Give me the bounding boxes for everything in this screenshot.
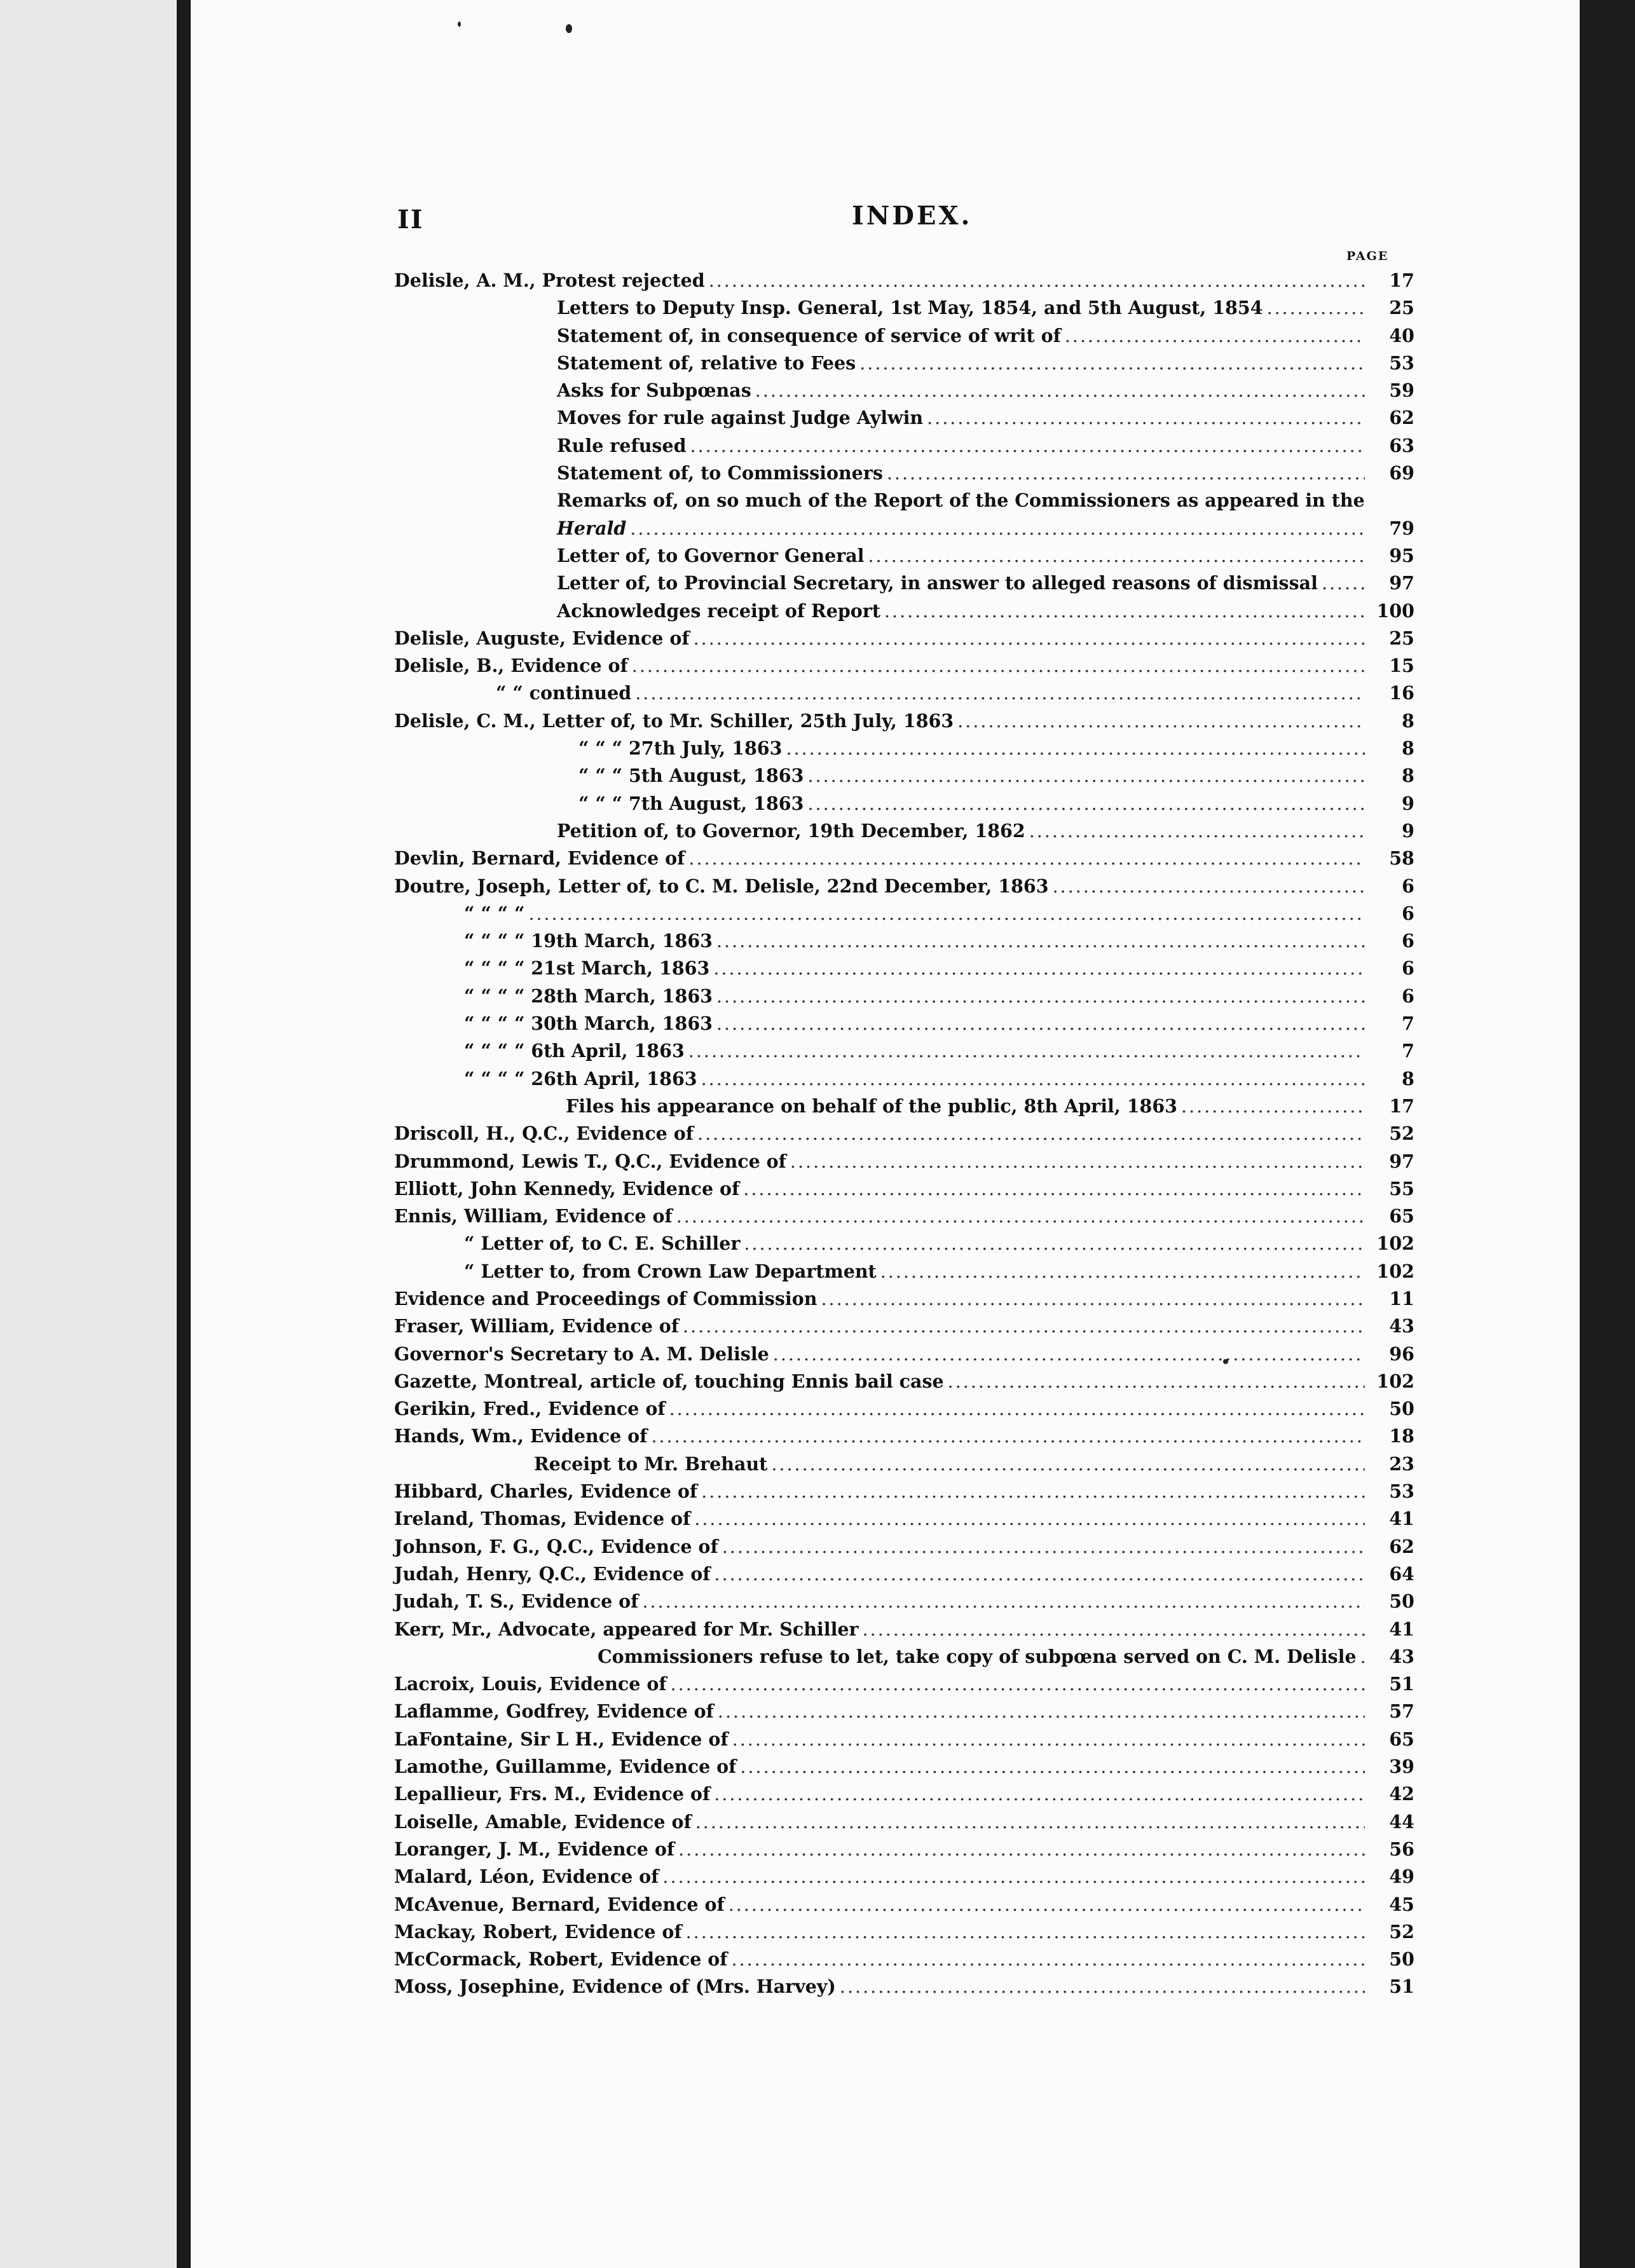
index-entry-page: 9 xyxy=(1402,819,1414,842)
index-entry-page: 52 xyxy=(1389,1920,1414,1943)
index-entry-page: 6 xyxy=(1402,985,1414,1007)
index-entry-text: “ “ “ “ 19th March, 1863 xyxy=(464,930,713,952)
index-entry-page: 17 xyxy=(1389,270,1414,291)
index-entry-text: “ Letter of, to C. E. Schiller xyxy=(464,1233,741,1255)
index-entry xyxy=(394,1918,1414,1946)
index-entry-page: 49 xyxy=(1389,1866,1414,1888)
index-entry-text: Devlin, Bernard, Evidence of xyxy=(394,847,685,870)
index-entry xyxy=(394,1285,1414,1313)
index-entry-text: Judah, Henry, Q.C., Evidence of xyxy=(394,1562,711,1585)
index-entry-text: “ “ “ 27th July, 1863 xyxy=(578,737,783,760)
index-entry xyxy=(394,294,1414,322)
index-entry xyxy=(394,735,1414,762)
index-entry xyxy=(394,350,1414,377)
index-entry xyxy=(394,845,1414,872)
index-entry-page: 17 xyxy=(1389,1095,1414,1117)
dot-leader xyxy=(671,1670,1365,1698)
index-entry-text: “ “ “ 5th August, 1863 xyxy=(578,765,804,787)
dot-leader xyxy=(694,1505,1365,1533)
dot-leader xyxy=(709,267,1365,294)
dot-leader xyxy=(722,1533,1365,1561)
index-entry xyxy=(394,1891,1414,1918)
index-entry-text: Letter of, to Governor General xyxy=(557,544,865,566)
index-entry-page: 57 xyxy=(1389,1700,1414,1723)
index-entry xyxy=(394,1120,1414,1147)
index-entry xyxy=(394,1561,1414,1588)
dot-leader xyxy=(678,1836,1365,1863)
index-entry-text: Gazette, Montreal, article of, touching Ennis bail case xyxy=(394,1370,944,1392)
index-entry xyxy=(394,515,1414,542)
index-entry-page: 25 xyxy=(1389,297,1414,319)
dot-leader xyxy=(790,1148,1365,1175)
index-entry-text: Acknowledges receipt of Report xyxy=(557,599,880,622)
dot-leader xyxy=(755,377,1365,404)
index-entry-text: McAvenue, Bernard, Evidence of xyxy=(394,1893,725,1915)
dot-leader xyxy=(957,707,1365,735)
index-entry xyxy=(394,1478,1414,1505)
index-entry xyxy=(394,404,1414,432)
dot-leader xyxy=(1181,1093,1365,1120)
index-entry-page: 7 xyxy=(1402,1040,1414,1062)
index-entry-text: Letters to Deputy Insp. General, 1st May, 1854, and 5th August, 1854 xyxy=(557,297,1263,319)
index-entry-text: Gerikin, Fred., Evidence of xyxy=(394,1398,666,1420)
index-entry-page: 6 xyxy=(1402,875,1414,897)
dot-leader xyxy=(863,1616,1365,1643)
dot-leader xyxy=(669,1395,1365,1423)
index-entry xyxy=(394,1010,1414,1037)
scan-edge-right xyxy=(1580,0,1635,2268)
index-entry-text: Commissioners refuse to let, take copy of subpœna served on C. M. Delisle xyxy=(598,1645,1357,1667)
index-entry-text: Hands, Wm., Evidence of xyxy=(394,1425,648,1447)
index-entry-page: 58 xyxy=(1389,847,1414,870)
index-entry xyxy=(394,1616,1414,1643)
index-entry xyxy=(394,707,1414,735)
index-entry xyxy=(394,873,1414,900)
index-entry xyxy=(394,377,1414,404)
index-entry-page: 16 xyxy=(1389,682,1414,704)
dot-leader xyxy=(744,1230,1365,1257)
index-entry xyxy=(394,652,1414,680)
index-entry xyxy=(394,1698,1414,1725)
index-entry-page: 50 xyxy=(1389,1590,1414,1613)
index-entry xyxy=(394,460,1414,487)
index-entry-page: 65 xyxy=(1389,1205,1414,1227)
index-entry-page: 52 xyxy=(1389,1123,1414,1145)
index-entry-text: “ “ “ “ 6th April, 1863 xyxy=(464,1040,685,1062)
index-entry-text: “ “ continued xyxy=(496,682,632,704)
index-entry xyxy=(394,1037,1414,1065)
index-entry-page: 8 xyxy=(1402,1067,1414,1090)
dot-leader xyxy=(859,350,1365,377)
dot-leader xyxy=(743,1175,1365,1203)
index-entry xyxy=(394,1505,1414,1533)
index-entry-page: 41 xyxy=(1389,1618,1414,1640)
index-entry-text: Petition of, to Governor, 19th December, 1862 xyxy=(557,819,1025,842)
index-entry xyxy=(394,900,1414,927)
index-entry-text: Statement of, relative to Fees xyxy=(557,352,856,374)
index-entry xyxy=(394,790,1414,817)
index-entry-page: 53 xyxy=(1389,1480,1414,1503)
dot-leader xyxy=(887,460,1365,487)
index-entry-text: Doutre, Joseph, Letter of, to C. M. Delisle, 22nd December, 1863 xyxy=(394,875,1049,897)
index-entry-text: Letter of, to Provincial Secretary, in answer to alleged reasons of dismissal xyxy=(557,572,1318,594)
index-entry-text: Remarks of, on so much of the Report of the Commissioners as appeared in the xyxy=(557,489,1365,512)
dot-leader xyxy=(740,1753,1365,1780)
index-entry xyxy=(394,1588,1414,1615)
dot-leader xyxy=(714,1780,1365,1808)
index-entry-text: Delisle, Auguste, Evidence of xyxy=(394,627,690,649)
index-entry-page: 95 xyxy=(1389,544,1414,566)
dot-leader xyxy=(1053,873,1365,900)
index-entry-page: 100 xyxy=(1376,599,1414,622)
index-entry-text: Asks for Subpœnas xyxy=(557,379,751,402)
dot-leader xyxy=(807,790,1365,817)
index-entry-page: 79 xyxy=(1389,517,1414,539)
dot-leader xyxy=(729,1891,1365,1918)
index-entry-page: 42 xyxy=(1389,1783,1414,1805)
dot-leader xyxy=(701,1065,1365,1093)
index-entry xyxy=(394,542,1414,570)
index-entry-page: 97 xyxy=(1389,572,1414,594)
index-entry-text: “ “ “ “ xyxy=(464,902,525,924)
index-entry-page: 43 xyxy=(1389,1645,1414,1667)
index-entry-page: 102 xyxy=(1376,1260,1414,1282)
dot-leader xyxy=(821,1285,1365,1313)
index-entry xyxy=(394,1533,1414,1561)
dot-leader xyxy=(732,1726,1365,1753)
index-entry xyxy=(394,1203,1414,1230)
index-entry-text: Loiselle, Amable, Evidence of xyxy=(394,1810,692,1833)
index-entry-text: “ Letter to, from Crown Law Department xyxy=(464,1260,877,1282)
index-entry-text: Governor's Secretary to A. M. Delisle xyxy=(394,1342,769,1365)
index-entry-text: Delisle, C. M., Letter of, to Mr. Schiller, 25th July, 1863 xyxy=(394,709,954,732)
index-entry xyxy=(394,1643,1414,1670)
index-entry xyxy=(394,1368,1414,1395)
index-entry-page: 25 xyxy=(1389,627,1414,649)
index-entry-text: Fraser, William, Evidence of xyxy=(394,1315,680,1337)
index-entry xyxy=(394,1341,1414,1368)
index-entry-text: McCormack, Robert, Evidence of xyxy=(394,1948,728,1971)
index-entry-page: 51 xyxy=(1389,1673,1414,1695)
index-entry-text: Ennis, William, Evidence of xyxy=(394,1205,673,1227)
index-entry-text: Laflamme, Godfrey, Evidence of xyxy=(394,1700,714,1723)
index-entry xyxy=(394,955,1414,982)
index-entry-page: 9 xyxy=(1402,792,1414,814)
index-entry xyxy=(394,1808,1414,1836)
index-entry xyxy=(394,1093,1414,1120)
index-entry-text: Kerr, Mr., Advocate, appeared for Mr. Schiller xyxy=(394,1618,859,1640)
index-entry-text: Mackay, Robert, Evidence of xyxy=(394,1920,682,1943)
dot-leader xyxy=(718,1698,1365,1725)
index-list xyxy=(394,267,1414,2001)
index-entry xyxy=(394,1175,1414,1203)
dot-leader xyxy=(690,432,1365,460)
dot-leader xyxy=(948,1368,1365,1395)
index-entry xyxy=(394,432,1414,460)
index-entry-page: 65 xyxy=(1389,1728,1414,1750)
index-entry-text: Receipt to Mr. Brehaut xyxy=(534,1452,768,1475)
index-entry-page: 56 xyxy=(1389,1838,1414,1860)
index-entry-page: 50 xyxy=(1389,1398,1414,1420)
dot-leader xyxy=(697,1120,1365,1147)
index-entry-text: Drummond, Lewis T., Q.C., Evidence of xyxy=(394,1150,786,1172)
index-entry-text: Rule refused xyxy=(557,434,687,456)
dot-leader xyxy=(927,404,1365,432)
dot-leader xyxy=(695,1808,1365,1836)
index-entry-text: “ “ “ 7th August, 1863 xyxy=(578,792,804,814)
index-entry xyxy=(394,625,1414,652)
index-entry-page: 53 xyxy=(1389,352,1414,374)
dot-leader xyxy=(630,515,1365,542)
index-entry-page: 11 xyxy=(1389,1287,1414,1309)
dot-leader xyxy=(868,542,1365,570)
index-entry xyxy=(394,598,1414,625)
index-entry-page: 62 xyxy=(1389,407,1414,429)
index-entry xyxy=(394,267,1414,294)
index-entry xyxy=(394,1395,1414,1423)
dot-leader xyxy=(1360,1643,1365,1670)
index-entry xyxy=(394,983,1414,1010)
dot-leader xyxy=(771,1451,1365,1478)
index-entry-page: 51 xyxy=(1389,1976,1414,1998)
page-number: II xyxy=(397,205,424,235)
index-entry-text: “ “ “ “ 21st March, 1863 xyxy=(464,957,710,980)
index-entry-page: 55 xyxy=(1389,1177,1414,1199)
index-entry xyxy=(394,1313,1414,1340)
scan-background-left xyxy=(0,0,178,2268)
index-entry-text: Delisle, B., Evidence of xyxy=(394,655,628,677)
index-entry xyxy=(394,570,1414,597)
index-entry xyxy=(394,1258,1414,1285)
dot-leader xyxy=(642,1588,1365,1615)
index-entry-text: Files his appearance on behalf of the public, 8th April, 1863 xyxy=(566,1095,1178,1117)
index-entry-page: 63 xyxy=(1389,434,1414,456)
index-entry xyxy=(394,1230,1414,1257)
index-entry-page: 8 xyxy=(1402,709,1414,732)
index-entry-page: 96 xyxy=(1389,1342,1414,1365)
index-entry xyxy=(394,1451,1414,1478)
dot-leader xyxy=(884,598,1365,625)
index-entry-page: 15 xyxy=(1389,655,1414,677)
index-entry xyxy=(394,1973,1414,2000)
ink-speck xyxy=(458,22,461,27)
index-entry-page: 6 xyxy=(1402,957,1414,980)
book-spine-shadow xyxy=(177,0,191,2268)
dot-leader xyxy=(528,900,1365,927)
index-entry-page: 102 xyxy=(1376,1370,1414,1392)
index-entry-text: Lacroix, Louis, Evidence of xyxy=(394,1673,667,1695)
index-entry-text: “ “ “ “ 28th March, 1863 xyxy=(464,985,713,1007)
index-entry-text: Lamothe, Guillamme, Evidence of xyxy=(394,1756,737,1778)
index-entry-text: Moves for rule against Judge Aylwin xyxy=(557,407,924,429)
dot-leader xyxy=(716,927,1365,955)
index-entry-page: 7 xyxy=(1402,1013,1414,1035)
dot-leader xyxy=(714,1561,1365,1588)
index-entry-text: Statement of, in consequence of service of writ of xyxy=(557,324,1061,346)
index-entry-page: 43 xyxy=(1389,1315,1414,1337)
index-entry-text: Statement of, to Commissioners xyxy=(557,462,883,484)
dot-leader xyxy=(713,955,1365,982)
index-entry-text: Elliott, John Kennedy, Evidence of xyxy=(394,1177,740,1199)
dot-leader xyxy=(694,625,1365,652)
index-entry xyxy=(394,1423,1414,1450)
index-entry-page: 62 xyxy=(1389,1535,1414,1557)
index-entry xyxy=(394,927,1414,955)
index-entry xyxy=(394,1780,1414,1808)
index-entry-text: Hibbard, Charles, Evidence of xyxy=(394,1480,698,1503)
index-entry-text: Ireland, Thomas, Evidence of xyxy=(394,1508,691,1530)
index-entry-text: LaFontaine, Sir L H., Evidence of xyxy=(394,1728,729,1750)
index-entry-page: 8 xyxy=(1402,765,1414,787)
dot-leader xyxy=(662,1863,1365,1890)
dot-leader xyxy=(701,1478,1365,1505)
index-entry xyxy=(394,1863,1414,1890)
dot-leader xyxy=(688,845,1365,872)
index-entry-page: 18 xyxy=(1389,1425,1414,1447)
index-entry-text: Herald xyxy=(557,517,627,539)
index-entry-text: Loranger, J. M., Evidence of xyxy=(394,1838,675,1860)
index-entry-page: 102 xyxy=(1376,1233,1414,1255)
index-entry-text: Evidence and Proceedings of Commission xyxy=(394,1287,818,1309)
dot-leader xyxy=(880,1258,1365,1285)
index-entry xyxy=(394,1836,1414,1863)
index-entry-text: Johnson, F. G., Q.C., Evidence of xyxy=(394,1535,718,1557)
index-entry xyxy=(394,1753,1414,1780)
index-entry-page: 39 xyxy=(1389,1756,1414,1778)
dot-leader xyxy=(635,680,1365,707)
index-entry-text: “ “ “ “ 30th March, 1863 xyxy=(464,1013,713,1035)
index-entry-text: Delisle, A. M., Protest rejected xyxy=(394,270,705,291)
dot-leader xyxy=(686,1918,1365,1946)
index-entry-page: 8 xyxy=(1402,737,1414,760)
index-entry-text: Judah, T. S., Evidence of xyxy=(394,1590,639,1613)
index-entry-page: 59 xyxy=(1389,379,1414,402)
index-entry-text: Driscoll, H., Q.C., Evidence of xyxy=(394,1123,694,1145)
index-entry-page: 40 xyxy=(1389,324,1414,346)
dot-leader xyxy=(807,762,1365,789)
index-entry-page: 69 xyxy=(1389,462,1414,484)
index-entry xyxy=(394,487,1414,514)
index-entry-text: Moss, Josephine, Evidence of (Mrs. Harvey) xyxy=(394,1976,836,1998)
ink-speck xyxy=(566,24,572,33)
index-entry-text: “ “ “ “ 26th April, 1863 xyxy=(464,1067,697,1090)
dot-leader xyxy=(773,1341,1365,1368)
index-entry-text: Lepallieur, Frs. M., Evidence of xyxy=(394,1783,711,1805)
index-entry xyxy=(394,1065,1414,1093)
index-entry-page: 64 xyxy=(1389,1562,1414,1585)
dot-leader xyxy=(651,1423,1365,1450)
dot-leader xyxy=(786,735,1365,762)
index-entry-page: 41 xyxy=(1389,1508,1414,1530)
index-entry xyxy=(394,1148,1414,1175)
dot-leader xyxy=(1267,294,1365,322)
index-entry-page: 44 xyxy=(1389,1810,1414,1833)
index-entry-page: 6 xyxy=(1402,902,1414,924)
index-entry xyxy=(394,680,1414,707)
dot-leader xyxy=(632,652,1365,680)
index-entry-page: 23 xyxy=(1389,1452,1414,1475)
index-entry xyxy=(394,817,1414,845)
dot-leader xyxy=(732,1946,1365,1973)
index-entry xyxy=(394,1726,1414,1753)
dot-leader xyxy=(688,1037,1365,1065)
index-entry-page: 50 xyxy=(1389,1948,1414,1971)
dot-leader xyxy=(716,983,1365,1010)
dot-leader xyxy=(676,1203,1365,1230)
dot-leader xyxy=(1322,570,1365,597)
dot-leader xyxy=(716,1010,1365,1037)
page-title: INDEX. xyxy=(852,201,973,231)
dot-leader xyxy=(1029,817,1365,845)
dot-leader xyxy=(683,1313,1365,1340)
index-entry-page: 6 xyxy=(1402,930,1414,952)
dot-leader xyxy=(1065,322,1365,350)
index-entry-page: 45 xyxy=(1389,1893,1414,1915)
index-entry-text: Malard, Léon, Evidence of xyxy=(394,1866,659,1888)
index-entry-page: 97 xyxy=(1389,1150,1414,1172)
dot-leader xyxy=(840,1973,1365,2000)
index-entry xyxy=(394,1946,1414,1973)
index-entry xyxy=(394,322,1414,350)
page-column-label: PAGE xyxy=(1346,249,1389,263)
index-entry xyxy=(394,1670,1414,1698)
index-entry xyxy=(394,762,1414,789)
